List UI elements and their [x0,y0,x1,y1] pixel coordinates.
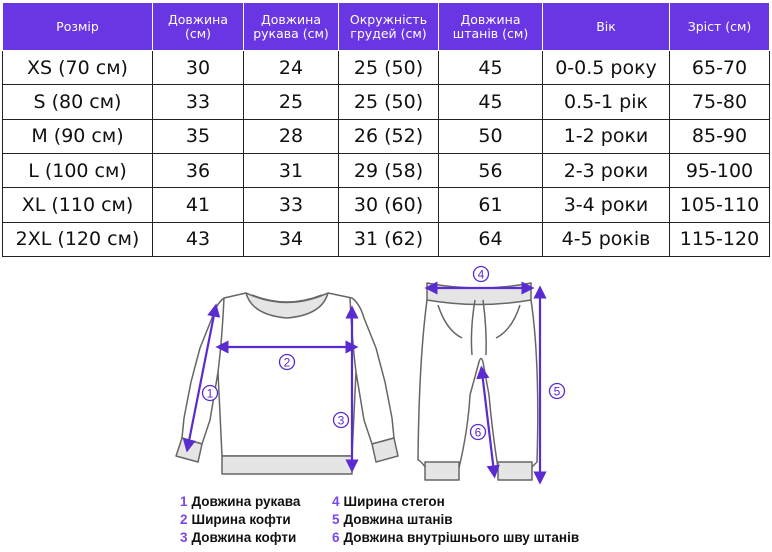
cell-length: 36 [153,153,244,187]
header-age: Вік [543,3,670,51]
legend-label: Ширина кофти [191,512,291,527]
legend-number: 1 [180,494,188,509]
legend-label: Довжина кофти [191,530,297,545]
cell-age: 2-3 роки [543,153,670,187]
cell-height: 95-100 [670,153,770,187]
right-ankle-cuff [498,462,532,480]
marker-3 [334,413,349,428]
cell-chest: 25 (50) [339,85,439,119]
cell-sleeve: 34 [244,222,339,256]
cell-age: 1-2 роки [543,119,670,153]
cell-height: 85-90 [670,119,770,153]
legend-label: Довжина внутрішнього шву штанів [343,530,580,545]
cell-sleeve: 24 [244,51,339,85]
cell-height: 115-120 [670,222,770,256]
cell-pants: 50 [439,119,543,153]
legend-label: Довжина штанів [343,512,453,527]
header-sleeve-length: Довжина рукава (см) [244,3,339,51]
cell-sleeve: 28 [244,119,339,153]
legend-number: 3 [180,530,188,545]
marker-6 [471,425,486,440]
marker-2 [280,355,295,370]
pants-drawing [418,283,538,480]
cell-length: 41 [153,188,244,222]
header-height: Зріст (см) [670,3,770,51]
table-row [3,153,770,187]
marker-6-label: 6 [474,425,482,440]
pants-waistband [427,283,531,305]
cell-age: 3-4 роки [543,188,670,222]
cell-pants: 56 [439,153,543,187]
cell-chest: 31 (62) [339,222,439,256]
cell-length: 30 [153,51,244,85]
legend-number: 2 [180,512,188,527]
sweatshirt-drawing [176,293,398,474]
legend-item-sleeve-length [180,494,300,510]
measurement-legend [180,492,760,552]
cell-chest: 25 (50) [339,51,439,85]
cell-size: XS (70 см) [3,51,153,85]
cell-age: 4-5 років [543,222,670,256]
cell-chest: 26 (52) [339,119,439,153]
marker-5-label: 5 [553,384,561,399]
cell-pants: 64 [439,222,543,256]
cell-sleeve: 33 [244,188,339,222]
cell-chest: 29 (58) [339,153,439,187]
header-chest: Окружність грудей (см) [339,3,439,51]
cell-pants: 61 [439,188,543,222]
marker-4-label: 4 [477,267,485,282]
table-row [3,85,770,119]
cell-age: 0-0.5 року [543,51,670,85]
table-row [3,119,770,153]
cell-pants: 45 [439,51,543,85]
legend-item-sweatshirt-length [180,530,296,546]
legend-item-inseam-length [332,530,579,546]
legend-item-hip-width [332,494,445,510]
marker-4 [474,267,489,282]
cell-size: L (100 см) [3,153,153,187]
marker-1 [203,386,218,401]
cell-chest: 30 (60) [339,188,439,222]
cell-height: 105-110 [670,188,770,222]
cell-sleeve: 31 [244,153,339,187]
marker-5 [550,384,565,399]
cell-size: M (90 см) [3,119,153,153]
table-row [3,51,770,85]
cell-pants: 45 [439,85,543,119]
table-header-row [3,3,770,51]
cell-height: 65-70 [670,51,770,85]
legend-number: 6 [332,530,340,545]
cell-size: 2XL (120 см) [3,222,153,256]
table-row [3,188,770,222]
legend-label: Ширина стегон [343,494,445,509]
cell-length: 43 [153,222,244,256]
sweatshirt-waistband [222,456,352,474]
header-pants-length: Довжина штанів (см) [439,3,543,51]
marker-1-label: 1 [206,386,214,401]
header-size: Розмір [3,3,153,51]
table-row [3,222,770,256]
marker-3-label: 3 [337,413,345,428]
legend-number: 5 [332,512,340,527]
legend-item-pants-length [332,512,453,528]
legend-label: Довжина рукава [191,494,301,509]
garment-diagram [0,258,772,492]
cell-length: 33 [153,85,244,119]
legend-item-sweatshirt-width [180,512,291,528]
size-table [2,2,770,257]
cell-size: S (80 см) [3,85,153,119]
cell-sleeve: 25 [244,85,339,119]
legend-number: 4 [332,494,340,509]
cell-height: 75-80 [670,85,770,119]
cell-length: 35 [153,119,244,153]
pants-body [418,300,538,468]
left-ankle-cuff [425,462,459,480]
cell-size: XL (110 см) [3,188,153,222]
marker-2-label: 2 [283,355,291,370]
header-length: Довжина (см) [153,3,244,51]
cell-age: 0.5-1 рік [543,85,670,119]
